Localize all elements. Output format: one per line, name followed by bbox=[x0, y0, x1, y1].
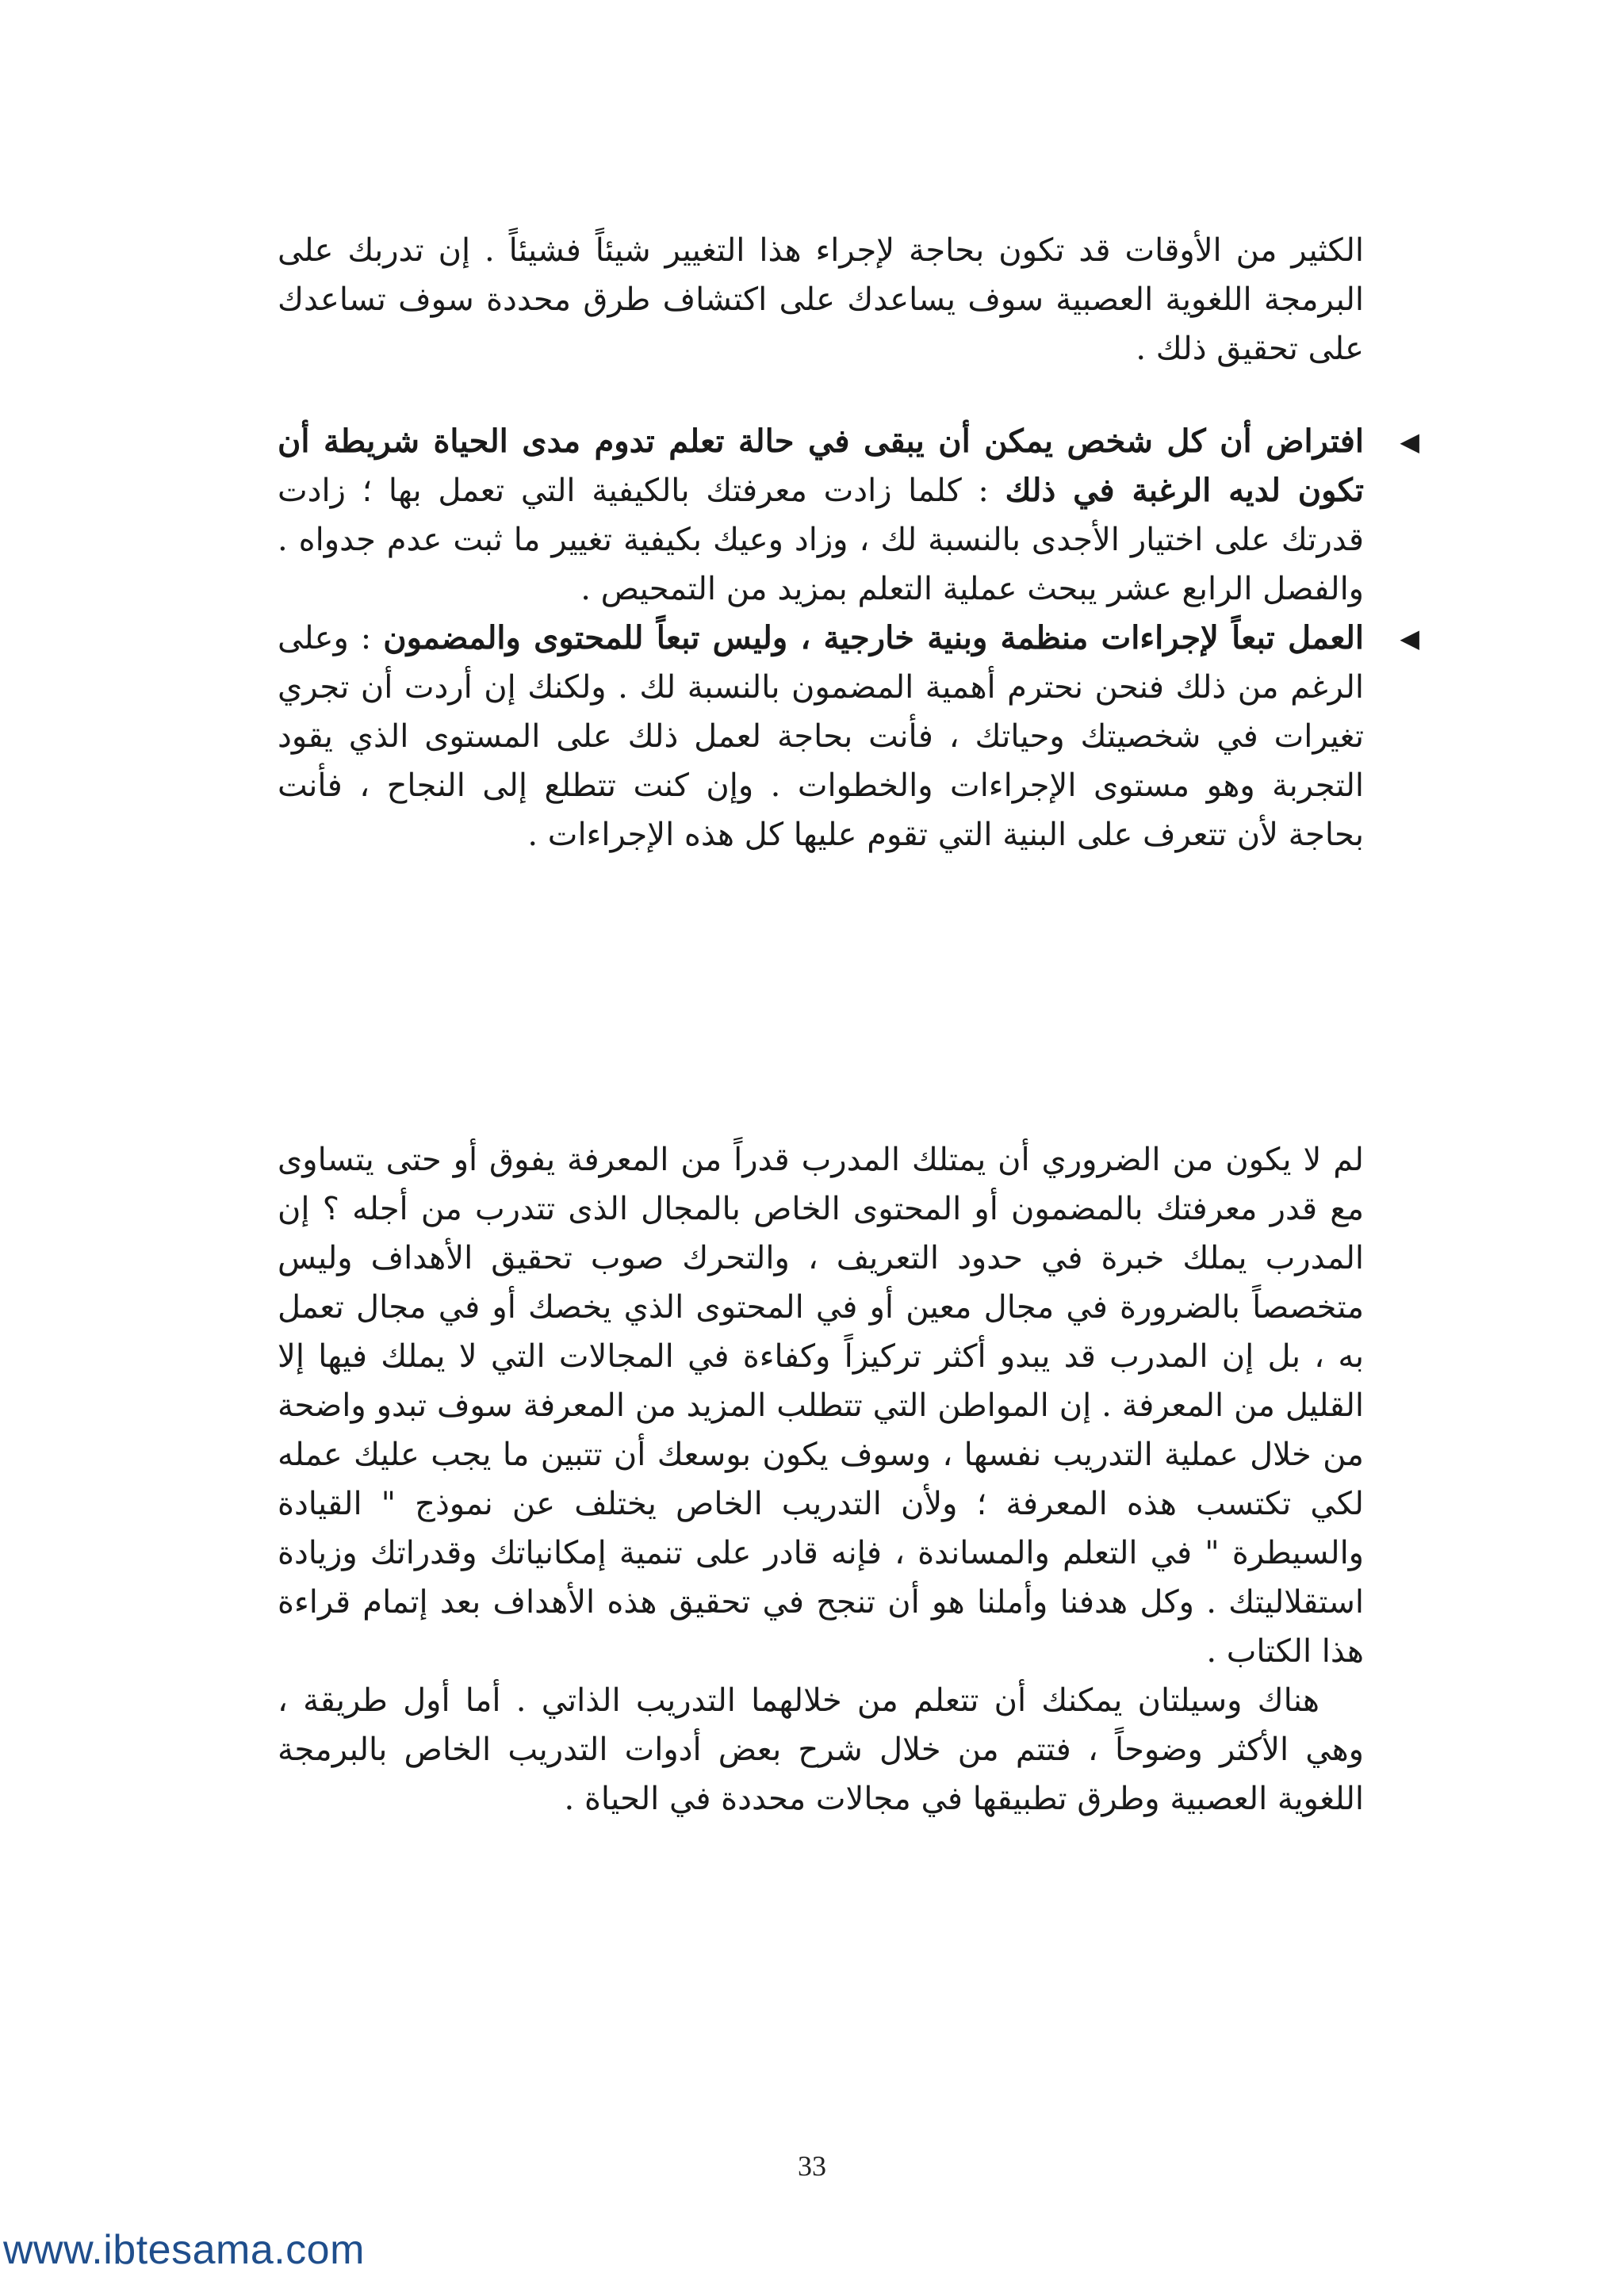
intro-text: الكثير من الأوقات قد تكون بحاجة لإجراء هذا التغيير شيئاً فشيئاً . إن تدربك على البرمجة اللغوية العصبية سوف يساعدك على اكتشاف طرق محددة سوف تساعدك على تحقيق ذلك . bbox=[278, 232, 1364, 367]
bullet-text: : كلما زادت معرفتك بالكيفية التي تعمل بها ؛ زادت قدرتك على اختيار الأجدى بالنسبة لك ، وزاد وعيك بكيفية تغيير ما ثبت عدم جدواه . والفصل الرابع عشر يبحث عملية التعلم بمزيد من التمحيص . bbox=[278, 473, 1364, 607]
bullet-list bbox=[278, 417, 1419, 859]
body-section bbox=[278, 1135, 1364, 1823]
site-watermark: www.ibtesama.com bbox=[3, 2227, 365, 2273]
bullet-item-lifelong-learning bbox=[278, 417, 1419, 614]
body-paragraph: لم لا يكون من الضروري أن يمتلك المدرب قدراً من المعرفة يفوق أو حتى يتساوى مع قدر معرفتك بالمضمون أو المحتوى الخاص بالمجال الذى تتدرب من أجله ؟ إن المدرب يملك خبرة في حدود التعريف ، والتحرك صوب تحقيق الأهداف وليس متخصصاً بالضرورة في مجال معين أو في المحتوى الذي يخصك أو في مجال تعمل به ، بل إن المدرب قد يبدو أكثر تركيزاً وكفاءة في المجالات التي لا يملك فيها إلا القليل من المعرفة . إن المواطن التي تتطلب المزيد من المعرفة سوف تبدو واضحة من خلال عملية التدريب نفسها ، وسوف يكون بوسعك أن تتبين ما يجب عليك عمله لكي تكتسب هذه المعرفة ؛ ولأن التدريب الخاص يختلف عن نموذج " القيادة والسيطرة " في التعلم والمساندة ، فإنه قادر على تنمية إمكانياتك وقدراتك وزيادة استقلاليتك . وكل هدفنا وأملنا هو أن تنجح في تحقيق هذه الأهداف بعد إتمام قراءة هذا الكتاب . bbox=[278, 1142, 1364, 1670]
bullet-heading: العمل تبعاً لإجراءات منظمة وبنية خارجية ، وليس تبعاً للمحتوى والمضمون bbox=[383, 619, 1365, 656]
bullet-text: : وعلى الرغم من ذلك فنحن نحترم أهمية المضمون بالنسبة لك . ولكنك إن أردت أن تجري تغيرات في شخصيتك وحياتك ، فأنت بحاجة لعمل ذلك على المستوى الذي يقود التجربة وهو مستوى الإجراءات والخطوات . وإن كنت تتطلع إلى النجاح ، فأنت بحاجة لأن تتعرف على البنية التي تقوم عليها كل هذه الإجراءات . bbox=[278, 620, 1364, 853]
intro-paragraph bbox=[278, 226, 1364, 373]
triangle-bullet-icon: ◀ bbox=[1400, 623, 1419, 653]
triangle-bullet-icon: ◀ bbox=[1400, 427, 1419, 457]
bullet-item-process-not-content bbox=[278, 614, 1419, 859]
bullet-heading: افتراض أن كل شخص يمكن أن يبقى في حالة تعلم تدوم مدى الحياة شريطة أن تكون لديه الرغبة في ذلك bbox=[278, 423, 1364, 509]
page-number: 33 bbox=[798, 2150, 826, 2182]
body-paragraph: هناك وسيلتان يمكنك أن تتعلم من خلالهما التدريب الذاتي . أما أول طريقة ، وهي الأكثر وضوحاً ، فتتم من خلال شرح بعض أدوات التدريب الخاص بالبرمجة اللغوية العصبية وطرق تطبيقها في مجالات محددة في الحياة . bbox=[278, 1682, 1364, 1817]
